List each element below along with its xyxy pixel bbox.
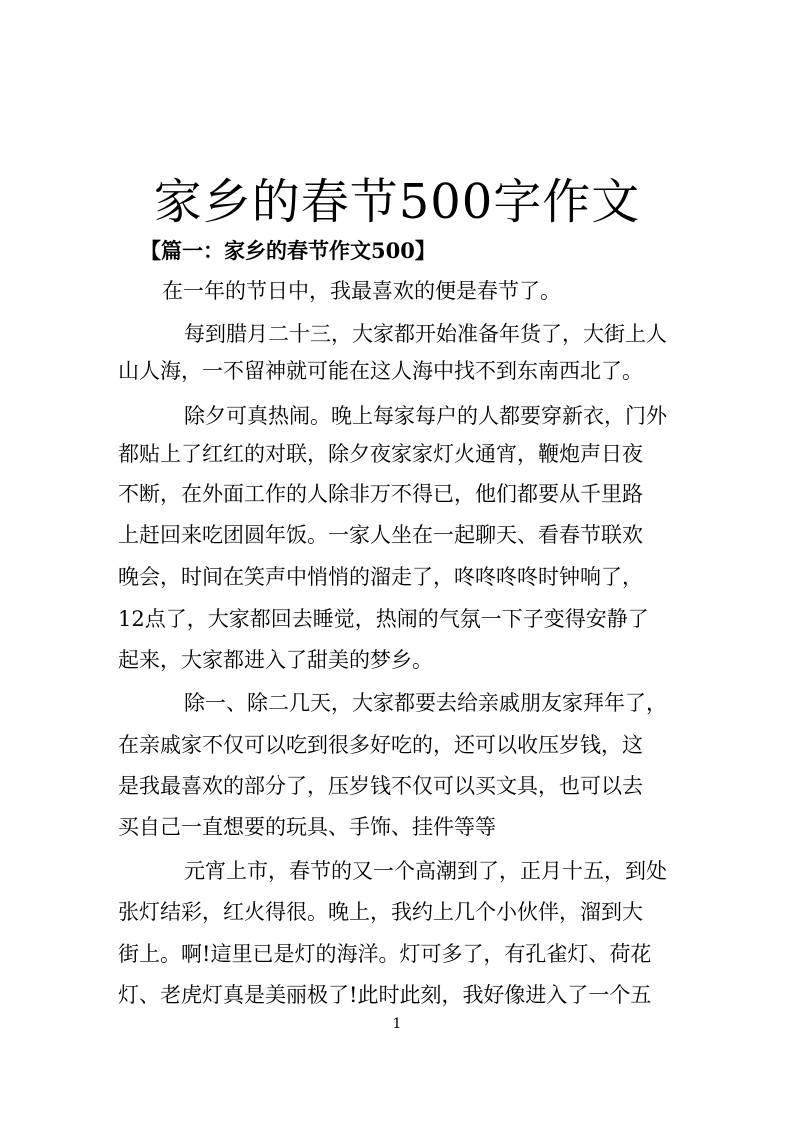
paragraph-line: 都贴上了红红的对联，除夕夜家家灯火通宵，鞭炮声日夜 [118,442,643,466]
paragraph-line: 起来，大家都进入了甜美的梦乡。 [118,648,433,672]
paragraph-line: 除一、除二几天，大家都要去给亲戚朋友家拜年了， [184,691,667,715]
paragraph-line: 不断，在外面工作的人除非万不得已，他们都要从千里路 [118,482,643,506]
paragraph-line: 元宵上市，春节的又一个高潮到了，正月十五，到处 [184,859,667,883]
paragraph-line: 灯、老虎灯真是美丽极了!此时此刻，我好像进入了一个五 [118,983,652,1007]
paragraph-line: 张灯结彩，红火得很。晚上，我约上几个小伙伴，溜到大 [118,900,643,924]
paragraph-line: 街上。啊!這里已是灯的海洋。灯可多了，有孔雀灯、荷花 [118,942,652,966]
paragraph-line: 12点了，大家都回去睡觉，热闹的气氛一下子变得安静了 [118,607,649,631]
section-heading: 【篇一：家乡的春节作文500】 [140,238,436,263]
paragraph-line: 上赶回来吃团圆年饭。一家人坐在一起聊天、看春节联欢 [118,523,643,547]
paragraph-line: 除夕可真热闹。晚上每家每户的人都要穿新衣，门外 [184,404,667,428]
paragraph-line: 在一年的节日中，我最喜欢的便是春节了。 [162,279,561,303]
paragraph-line: 山人海，一不留神就可能在这人海中找不到东南西北了。 [118,359,643,383]
page-title: 家乡的春节500字作文 [153,174,641,231]
paragraph-line: 每到腊月二十三，大家都开始准备年货了，大街上人 [184,322,667,346]
paragraph-line: 晚会，时间在笑声中悄悄的溜走了，咚咚咚咚时钟响了， [118,565,643,589]
paragraph-line: 是我最喜欢的部分了，压岁钱不仅可以买文具，也可以去 [118,774,643,798]
paragraph-line: 在亲戚家不仅可以吃到很多好吃的，还可以收压岁钱，这 [118,733,643,757]
page-number: 1 [392,1016,402,1032]
paragraph-line: 买自己一直想要的玩具、手饰、挂件等等 [118,815,496,839]
